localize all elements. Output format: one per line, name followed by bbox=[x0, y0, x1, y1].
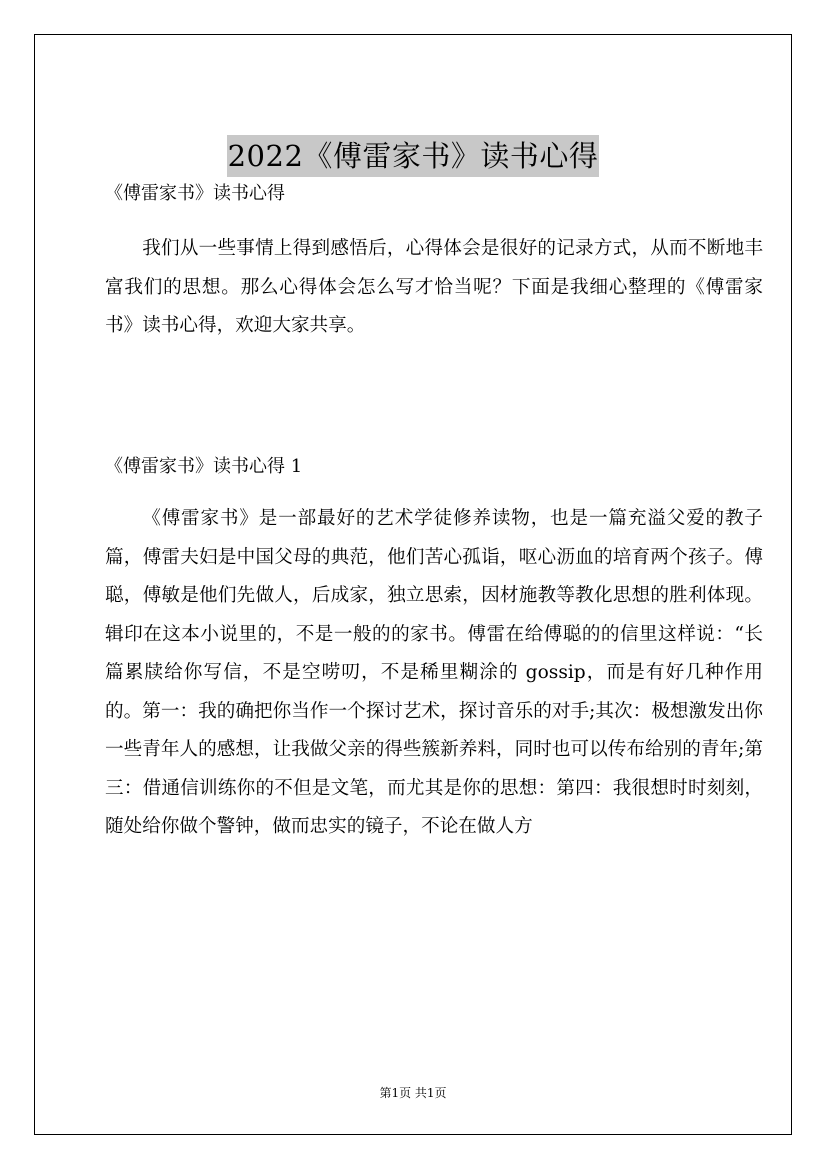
page-footer: 第1页 共1页 bbox=[379, 1086, 447, 1100]
intro-paragraph: 我们从一些事情上得到感悟后，心得体会是很好的记录方式，从而不断地丰富我们的思想。那么心得体会怎么写才恰当呢？下面是我细心整理的《傅雷家书》读书心得，欢迎大家共享。 bbox=[105, 238, 763, 336]
section-heading: 《傅雷家书》读书心得 1 bbox=[105, 456, 303, 477]
title-container bbox=[35, 135, 791, 177]
document-subheading: 《傅雷家书》读书心得 bbox=[105, 183, 285, 204]
document-page bbox=[34, 34, 792, 1135]
body-paragraph: 《傅雷家书》是一部最好的艺术学徒修养读物，也是一篇充溢父爱的教子篇，傅雷夫妇是中国父母的典范，他们苦心孤诣，呕心沥血的培育两个孩子。傅聪，傅敏是他们先做人，后成家，独立思索，因材施教等教化思想的胜利体现。辑印在这本小说里的，不是一般的的家书。傅雷在给傅聪的的信里这样说：“长篇累牍给你写信，不是空唠叨，不是稀里糊涂的 gossip，而是有好几种作用的。第一：我的确把你当作一个探讨艺术，探讨音乐的对手;其次：极想激发出你一些青年人的感想，让我做父亲的得些簇新养料，同时也可以传布给别的青年;第三：借通信训练你的不但是文笔，而尤其是你的思想：第四：我很想时时刻刻，随处给你做个警钟，做而忠实的镜子，不论在做人方 bbox=[105, 508, 763, 837]
document-title: 2022《傅雷家书》读书心得 bbox=[227, 135, 600, 177]
